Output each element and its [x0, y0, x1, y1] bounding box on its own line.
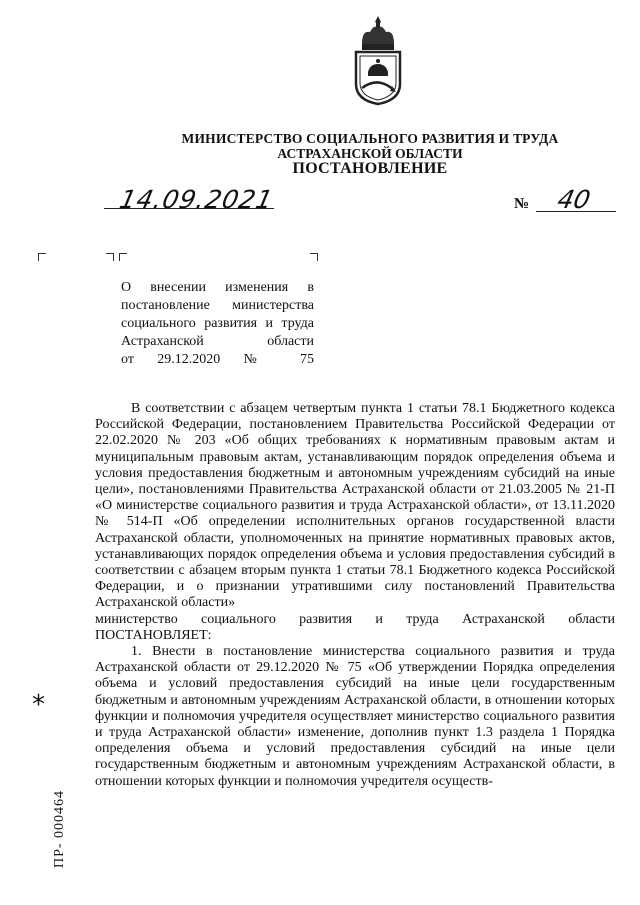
- date-underline: [104, 208, 274, 209]
- preamble-paragraph: В соответствии с абзацем четвертым пункта 1 статьи 78.1 Бюджетного кодекса Российской Федерации, постановлением Правительства Российской Федерации от 22.02.2020 № 203 «Об общих требованиях к нормативным правовым актам и муниципальным правовым актам, устанавливающим порядок определения объема и условия предоставления бюджетным и автономным учреждениям субсидий на иные цели», постановлениями Правительства Астраханской области от 21.03.2005 № 21-П «О министерстве социального развития и труда Астраханской области», от 13.11.2020 № 514-П «Об определении исполнительных органов государственной власти Астраханской области, уполномоченных на принятие нормативных правовых актов, устанавливающих порядок определения объема и условия предоставления субсидий в соответствии с абзацем вторым пункта 1 статьи 78.1 Бюджетного кодекса Российской Федерации, и о признании утратившими силу постановлений Правительства Астраханской области»: [95, 401, 615, 611]
- margin-asterisk: *: [32, 690, 45, 720]
- coat-of-arms-emblem: [348, 14, 408, 106]
- corner-mark-left: [38, 253, 46, 261]
- number-label: №: [514, 196, 530, 212]
- decree-word: ПОСТАНОВЛЯЕТ:: [95, 627, 212, 643]
- subject-bracket-left: [119, 253, 127, 261]
- item-1-paragraph: 1. Внести в постановление министерства социального развития и труда Астраханской области от 29.12.2020 № 75 «Об утверждении Порядка определения объема и условий предоставления субсидий на иные цели государственным бюджетным и автономным учреждениям Астраханской области, в отношении которых функции и полномочия учредителя осуществляет министерство социального развития и труда Астраханской области» изменение, дополнив пункт 1.3 раздела 1 Порядка определения объема и условий предоставления субсидий на иные цели государственным бюджетным и автономным учреждениям Астраханской области, в отношении которых функции и полномочия учредителя осуществ-: [95, 644, 615, 789]
- handwritten-date: 14.09.2021: [116, 185, 277, 214]
- document-subject: [121, 279, 314, 369]
- issuer-line: министерство социального развития и труда Астраханской области: [95, 611, 615, 627]
- subject-line: О внесении изменения в: [121, 280, 314, 295]
- handwritten-number: 40: [554, 185, 593, 214]
- ministry-name-line2: АСТРАХАНСКОЙ ОБЛАСТИ: [277, 146, 463, 161]
- number-underline: [536, 211, 616, 212]
- subject-line: постановление министерства: [121, 298, 314, 313]
- registration-code: ПР- 000464: [52, 789, 67, 868]
- subject-line: Астраханской области: [121, 334, 314, 349]
- subject-line: от 29.12.2020 № 75: [121, 352, 314, 367]
- ministry-name-line1: МИНИСТЕРСТВО СОЦИАЛЬНОГО РАЗВИТИЯ И ТРУДА: [181, 131, 559, 146]
- document-body: [95, 401, 615, 790]
- document-type-title: ПОСТАНОВЛЕНИЕ: [292, 160, 448, 177]
- corner-mark-right: [106, 253, 114, 261]
- subject-line: социального развития и труда: [121, 316, 314, 331]
- subject-bracket-right: [310, 253, 318, 261]
